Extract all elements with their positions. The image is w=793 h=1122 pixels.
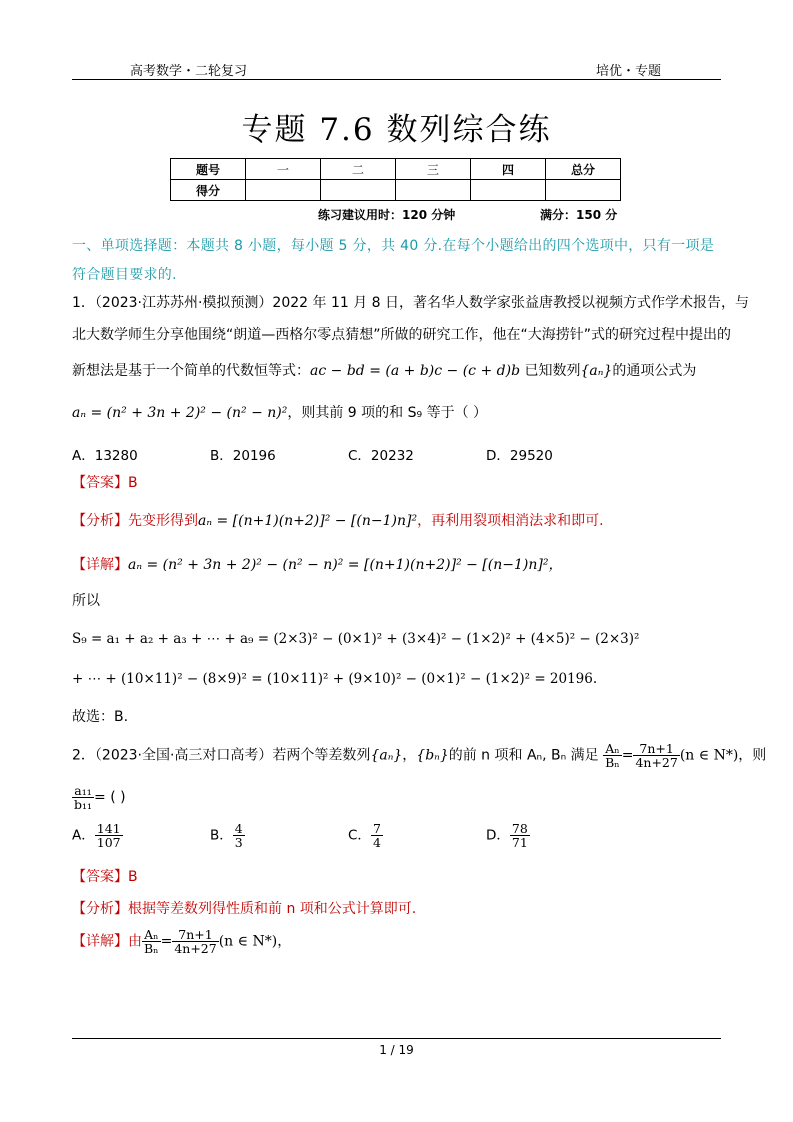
score-cell: 得分 [171,180,246,201]
fraction-numerator: Aₙ [603,742,622,756]
q2-option-b [210,822,245,849]
analysis-text: ，再利用裂项相消法求和即可. [417,513,604,529]
full-score: 满分：150 分 [540,208,618,222]
fraction-numerator: 4 [234,821,243,836]
q2-text: = ( ) [94,789,126,806]
score-table-header-row [171,159,621,180]
fraction-numerator: 141 [96,821,121,836]
ratio-fraction [142,928,161,955]
q2-option-a [72,822,123,849]
q1-sum-line1: S₉ = a₁ + a₂ + a₃ + ⋯ + a₉ = (2×3)² − (0×1)² + (3×4)² − (1×2)² + (4×5)² − (2×3)² [72,631,640,647]
analysis-tag: 【分析】 [72,513,128,529]
fraction-denominator: 4 [372,835,381,850]
q2-analysis [72,900,724,918]
option-letter: B． [210,827,233,844]
score-cell-empty [321,180,396,201]
sequence-symbol: {aₙ} [580,363,613,379]
q2-answer [72,868,724,886]
q1-line4 [72,404,724,422]
q1-line4-text: ，则其前 9 项的和 S₉ 等于（ ） [287,405,488,421]
q1-line3-text: 已知数列 [524,363,581,379]
detail-formula: aₙ = (n² + 3n + 2)² − (n² − n)² = [(n+1)(n+2)]² − [(n−1)n]²， [128,557,563,573]
score-table [170,158,621,201]
identity-formula: ac − bd = (a + b)c − (c + d)b [310,363,521,379]
fraction-denominator: 3 [234,835,243,850]
score-cell-empty [246,180,321,201]
q1-so: 所以 [72,593,100,609]
q2-line1: 2．（2023·全国·高三对口高考）若两个等差数列{aₙ}，{bₙ}的前 n 项和 Aₙ, Bₙ 满足 $\frac{\text{Aₙ}}{\text{Bₙ}}$ = $\frac{7n+1}{4n+27}$ (n ∈ N*)，则 [72,741,767,770]
q2-option-c [348,822,383,849]
score-cell: 二 [321,159,396,180]
header-left: 高考数学・二轮复习 [130,64,248,79]
ratio-fraction [603,742,622,769]
q2-text: 的前 n 项和 Aₙ, Bₙ 满足 [448,747,599,764]
answer-value: B [128,869,138,885]
fraction-numerator: 78 [511,821,528,836]
detail-tag: 【详解】 [72,557,128,573]
answer-tag: 【答案】 [72,475,128,491]
page-header [72,56,721,78]
fraction-numerator: 7n+1 [633,742,679,756]
analysis-tag: 【分析】 [72,901,128,917]
analysis-text: 根据等差数列得性质和前 n 项和公式计算即可. [128,901,417,917]
fraction-denominator: 4n+27 [635,755,678,770]
q1-answer [72,474,724,492]
q1-detail [72,556,724,574]
fraction-denominator: Bₙ [144,941,159,956]
option-fraction [233,822,245,849]
detail-text: 由 [128,933,142,950]
score-cell-empty [396,180,471,201]
footer-divider [72,1038,721,1039]
fraction-denominator: Bₙ [605,755,620,770]
score-cell: 三 [396,159,471,180]
option-fraction [510,822,530,849]
condition: (n ∈ N*) [679,747,739,764]
q2-text: 2．（2023·全国·高三对口高考）若两个等差数列 [72,747,371,764]
detail-tag: 【详解】 [72,933,128,950]
sequence-symbol: {bₙ} [416,747,449,764]
page-number: 1 / 19 [379,1043,414,1057]
option-fraction [371,822,383,849]
fraction-numerator: a₁₁ [72,784,94,798]
suggested-time: 练习建议用时：120 分钟 [318,208,456,222]
fraction-denominator: b₁₁ [74,797,93,812]
q1-option-d: D．29520 [486,448,553,464]
answer-tag: 【答案】 [72,869,128,885]
header-divider [72,79,721,80]
q1-choose: 故选：B. [72,709,129,725]
option-fraction [95,822,123,849]
q2-question [72,784,724,811]
fraction-denominator: 4n+27 [174,941,217,956]
condition: (n ∈ N*) [218,933,278,950]
q1-line1: 1．（2023·江苏苏州·模拟预测）2022 年 11 月 8 日，著名华人数学家张益唐教授以视频方式作学术报告，与 [72,295,750,311]
score-cell-empty [546,180,621,201]
score-table-score-row [171,180,621,201]
q1-line3-text: 的通项公式为 [612,363,697,379]
rhs-fraction [172,928,218,955]
score-cell: 四 [471,159,546,180]
analysis-text: 先变形得到 [128,513,198,529]
q1-line3-text: 新想法是基于一个简单的代数恒等式： [72,363,310,379]
q2-option-d [486,822,530,849]
score-cell: 一 [246,159,321,180]
score-cell: 题号 [171,159,246,180]
option-letter: D． [486,827,510,844]
q2-text: ， [402,747,417,764]
score-cell: 总分 [546,159,621,180]
q2-text: ，则 [738,747,767,764]
section-heading: 一、单项选择题：本题共 8 小题，每小题 5 分，共 40 分.在每个小题给出的四个选项中，只有一项是符合题目要求的. [72,238,715,283]
page-title: 专题 7.6 数列综合练 [241,112,552,148]
fraction-denominator: 71 [511,835,528,850]
q1-option-b: B．20196 [210,448,276,464]
answer-value: B [128,475,138,491]
option-letter: A． [72,827,95,844]
fraction-numerator: Aₙ [142,928,161,942]
fraction-denominator: 107 [96,835,121,850]
fraction-numerator: 7 [372,821,381,836]
q1-option-c: C．20232 [348,448,414,464]
q1-sum-line2: + ⋯ + (10×11)² − (8×9)² = (10×11)² + (9×10)² − (0×1)² − (1×2)² = 20196. [72,671,598,687]
rhs-fraction [633,742,679,769]
sequence-symbol: {aₙ} [370,747,403,764]
q1-line3 [72,362,724,380]
q2-detail: 【详解】由 $\frac{\text{Aₙ}}{\text{Bₙ}}$ = $\frac{7n+1}{4n+27}$ (n ∈ N*)， [72,927,292,956]
question-fraction [72,784,94,811]
fraction-numerator: 7n+1 [172,928,218,942]
score-cell-empty [471,180,546,201]
q1-analysis [72,512,724,530]
q1-option-a: A．13280 [72,448,138,464]
analysis-formula: aₙ = [(n+1)(n+2)]² − [(n−1)n]² [198,513,418,529]
detail-text: ， [277,933,292,950]
header-right: 培优・专题 [595,64,661,79]
q1-line2: 北大数学师生分享他围绕“朗道—西格尔零点猜想”所做的研究工作，他在“大海捞针”式的研究过程中提出的 [72,327,732,343]
general-term-formula: aₙ = (n² + 3n + 2)² − (n² − n)² [72,405,288,421]
option-letter: C． [348,827,371,844]
